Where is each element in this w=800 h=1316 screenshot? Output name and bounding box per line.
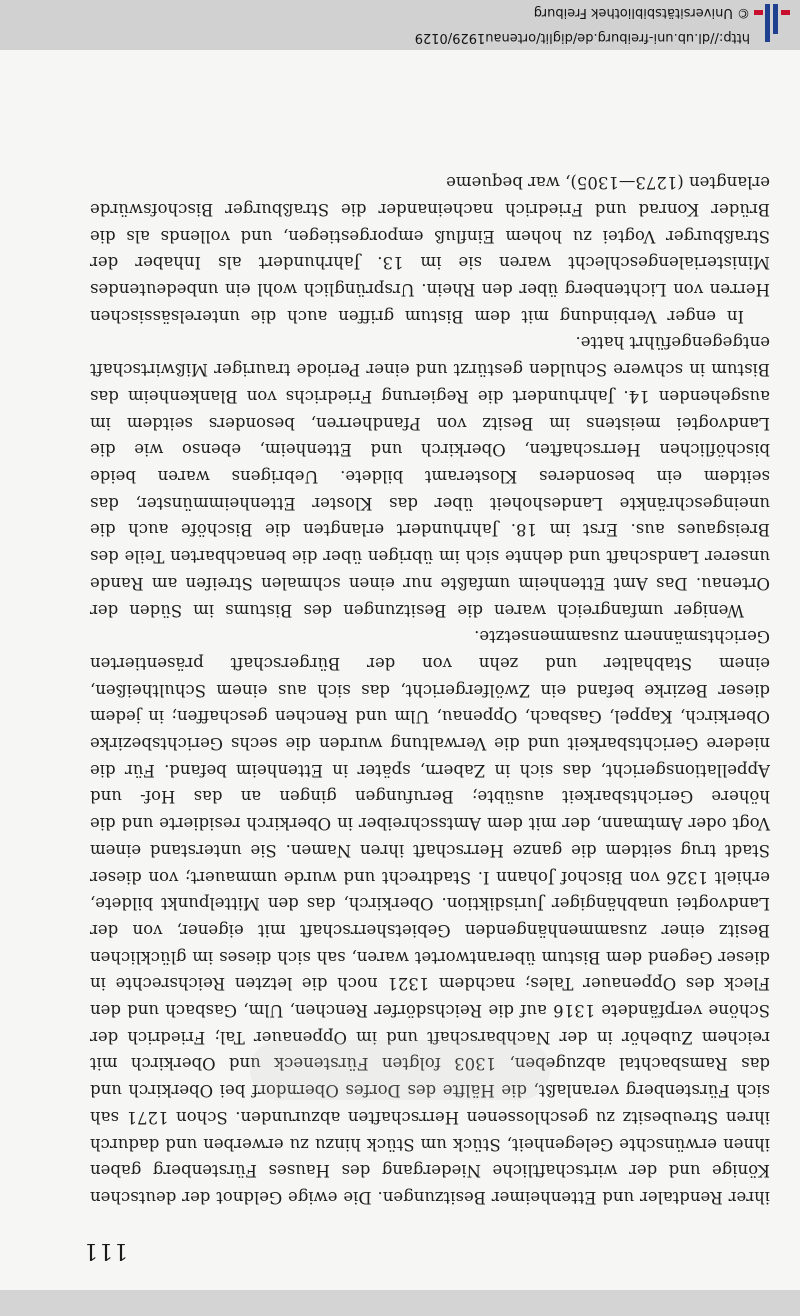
page-edge	[0, 1290, 800, 1316]
viewer-info-bar	[0, 0, 800, 50]
copyright-label: © Universitätsbibliothek Freiburg	[533, 5, 750, 20]
ub-freiburg-logo-icon[interactable]	[752, 2, 792, 44]
faint-watermark	[250, 1040, 550, 1100]
paragraph: In enger Verbindung mit dem Bistum griffen auch die unterelsässischen Herren von Lichtenberg über den Rhein. Ursprünglich wohl ein unbedeutendes Ministerialengeschlecht waren sie im 13. Jahrhundert als Inhaber der Straßburger Vogtei zu hohem Einfluß emporgestiegen, und vollends als die Brüder Konrad und Friedrich nacheinander die Straßburger Bischofswürde erlangten (1273—1305), war bequeme	[90, 173, 770, 326]
paragraph: ihrer Rendtaler und Ettenheimer Besitzungen. Die ewige Geldnot der deutschen Könige und der wirtschaftliche Niedergang des Hauses Fürstenberg gaben ihnen erwünschte Gelegenheit, Stück um Stück hinzu zu erwerben und dadurch ihren Streubesitz zu geschlossenen Herrschaften abzurunden. Schon 1271 sah sich Fürstenberg veranlaßt, die Hälfte des Dorfes Oberndorf bei Oberkirch und das Ramsbachtal abzugeben, 1303 folgten Fürsteneck und Oberkirch mit reichem Zubehör in der Nachbarschaft und im Oppenauer Tal; Friedrich der Schöne verpfändete 1316 auf die Reichsdörfer Renchen, Ulm, Gasbach und den Fleck des Oppenauer Tales; nachdem 1321 noch die letzten Reichsrechte in dieser Gegend dem Bistum überantwortet waren, sah sich dieses im glücklichen Besitz einer zusammenhängenden Gebietsherrschaft mit eigener, von der Landvogtei unabhängiger Jurisdiktion. Oberkirch, das den Mittelpunkt bildete, erhielt 1326 von Bischof Johann I. Stadtrecht und wurde ummauert; von dieser Stadt trug seitdem die ganze Herrschaft ihren Namen. Sie unterstand einem Vogt oder Amtmann, der mit dem Amtsschreiber in Oberkirch residierte und die höhere Gerichtsbarkeit ausübte; Berufungen gingen an das Hof- und Appellationsgericht, das sich in Zabern, später in Ettenheim befand. Für die niedere Gerichtsbarkeit und die Verwaltung wurden die sechs Gerichtsbezirke Oberkirch, Kappel, Gasbach, Oppenau, Ulm und Renchen geschaffen; in jedem dieser Bezirke befand ein Zwölfergericht, das sich aus einem Schultheißen, einem Stabhalter und zehn von der Bürgerschaft präsentierten Gerichtsmännern zusammensetzte.	[90, 627, 770, 1207]
paragraph: Weniger umfangreich waren die Besitzungen des Bistums im Süden der Ortenau. Das Amt Ettenheim umfaßte nur einen schmalen Streifen am Rande unserer Landschaft und dehnte sich im übrigen über die benachbarten Teile des Breisgaues aus. Erst im 18. Jahrhundert erlangten die Bischöfe auch die uneingeschränkte Landeshoheit über das Kloster Ettenheimmünster, das seitdem ein besonderes Klosteramt bildete. Uebrigens waren beide bischöflichen Herrschaften, Oberkirch und Ettenheim, ebenso wie die Landvogtei meistens im Besitz von Pfandherren, besonders seitdem im ausgehenden 14. Jahrhundert die Regierung Friedrichs von Blankenheim das Bistum in schwere Schulden gestürzt und einer Periode trauriger Mißwirtschaft entgegengeführt hatte.	[90, 333, 770, 620]
page-url-link[interactable]: http://dl.ub.uni-freiburg.de/diglit/ortenau1929/0129	[414, 30, 750, 45]
page-number: 111	[83, 1238, 128, 1263]
